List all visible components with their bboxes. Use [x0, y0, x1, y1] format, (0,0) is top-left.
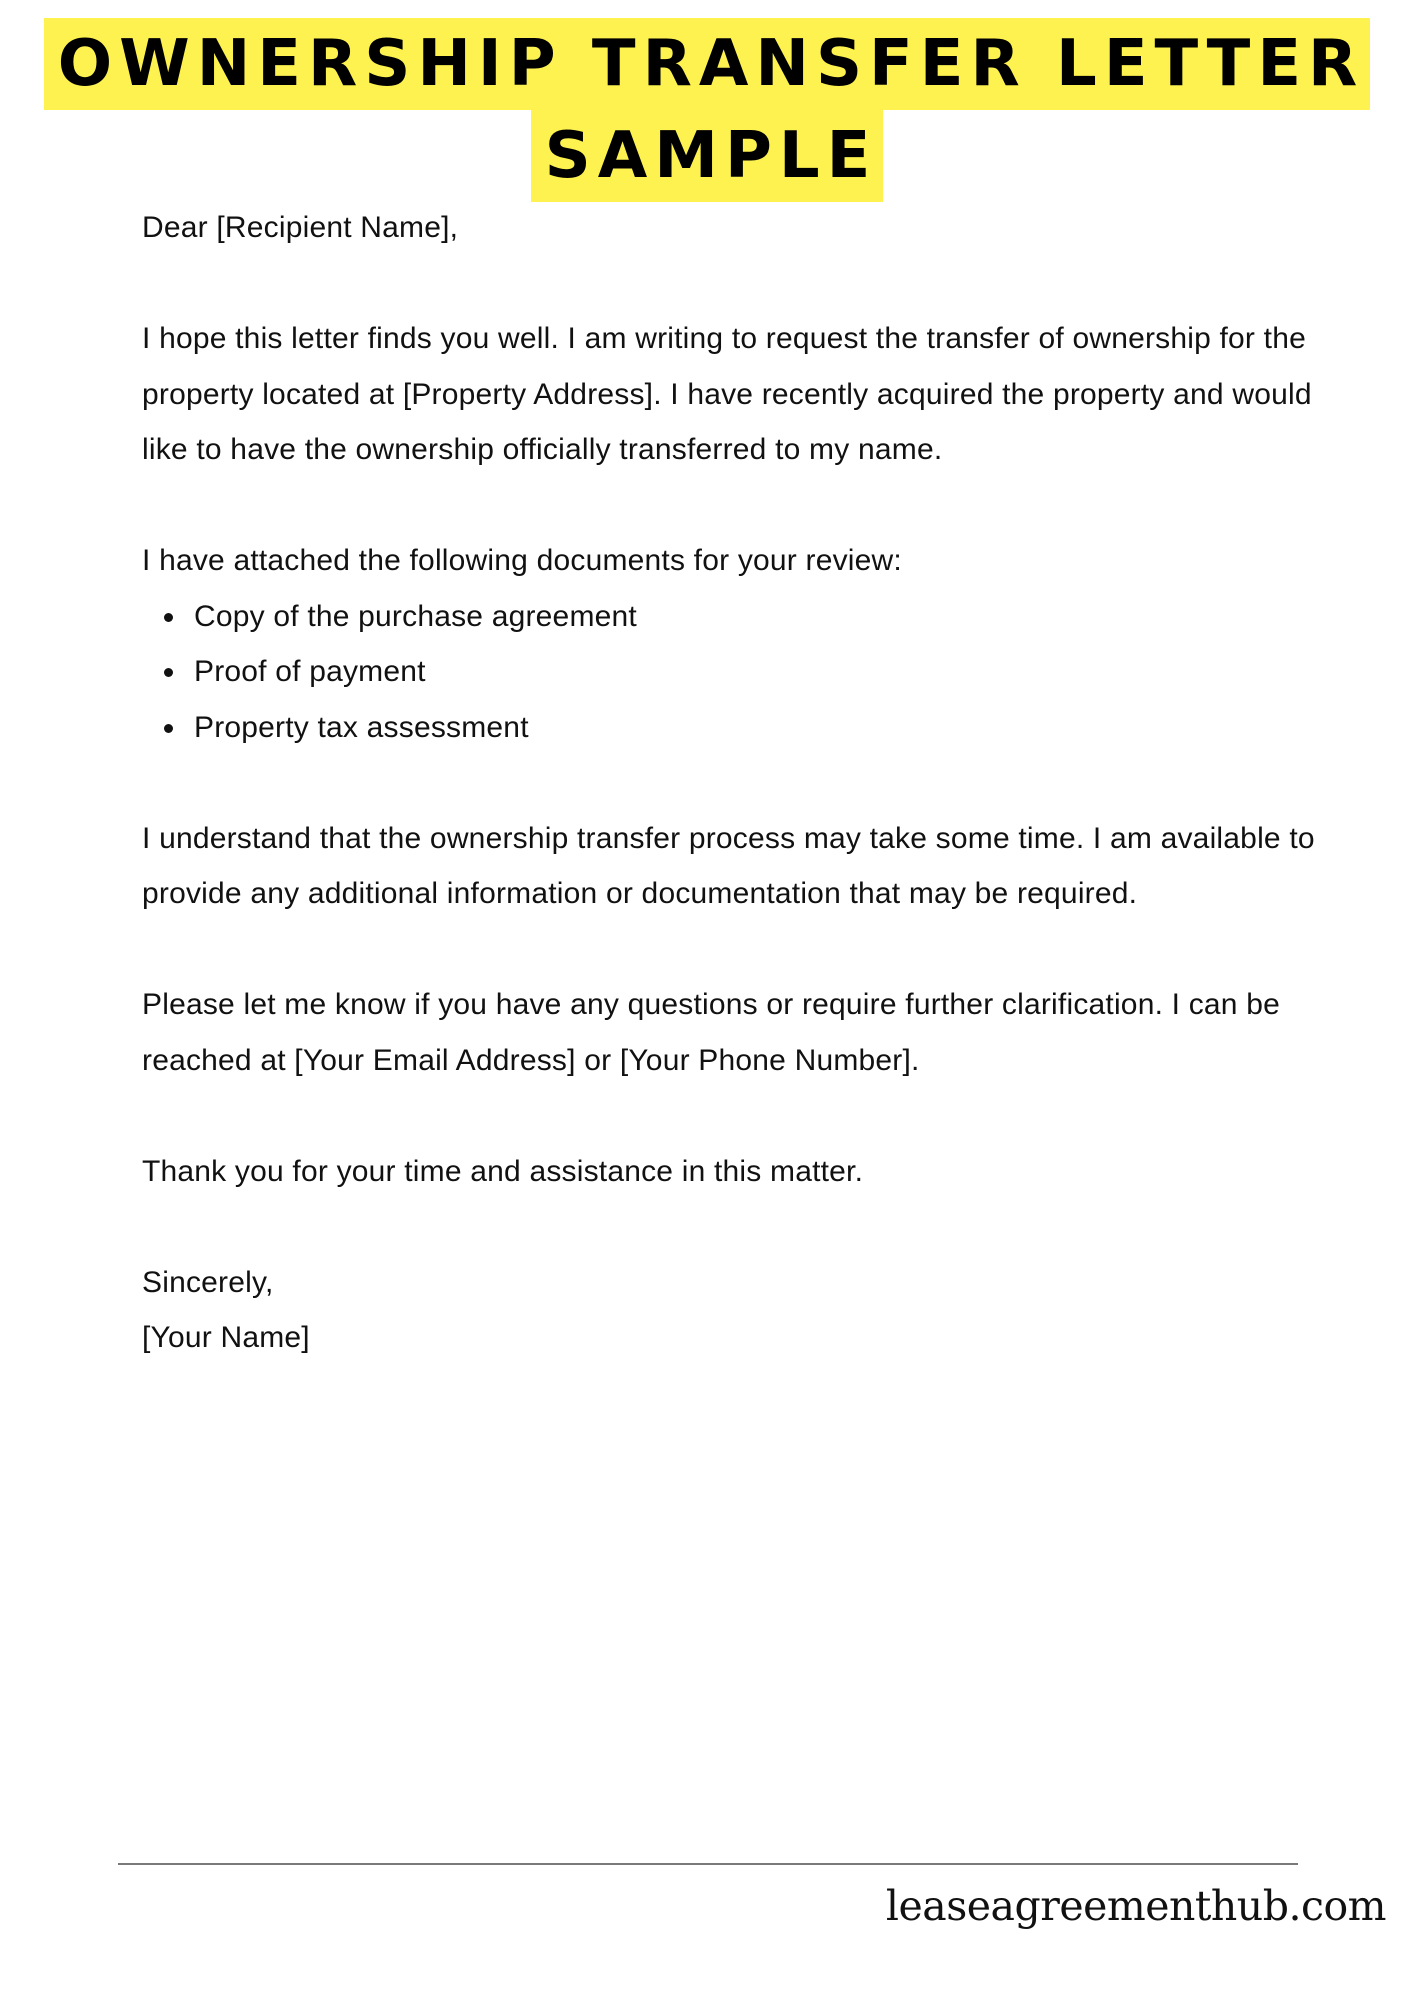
paragraph-request: I hope this letter finds you well. I am writing to request the transfer of ownership for the property located at [Property Address]. I have recently acquired the property and would like to have the ownership officially transferred to my name. [142, 322, 1312, 466]
title-line-1: OWNERSHIP TRANSFER LETTER [44, 18, 1371, 110]
spacer [142, 256, 1322, 312]
salutation: Dear [Recipient Name], [142, 211, 459, 244]
website-footer: leaseagreementhub.com [885, 1882, 1386, 1930]
list-item: Copy of the purchase agreement [194, 589, 1322, 645]
letter-body [142, 200, 1322, 1366]
closing: Sincerely, [142, 1265, 274, 1299]
paragraph-thanks: Thank you for your time and assistance in this matter. [142, 1154, 864, 1188]
spacer [142, 478, 1322, 534]
spacer [142, 1199, 1322, 1255]
spacer [142, 755, 1322, 811]
spacer [142, 1088, 1322, 1144]
list-item: Proof of payment [194, 644, 1322, 700]
signature-name: [Your Name] [142, 1321, 310, 1354]
attachments-intro: I have attached the following documents for your review: [142, 544, 902, 577]
paragraph-process: I understand that the ownership transfer process may take some time. I am available to provide any additional information or documentation that may be required. [142, 821, 1315, 910]
title-line-2: SAMPLE [531, 110, 884, 202]
spacer [142, 922, 1322, 978]
footer-divider [118, 1863, 1298, 1865]
list-item: Property tax assessment [194, 700, 1322, 756]
paragraph-contact: Please let me know if you have any questions or require further clarification. I can be reached at [Your Email Address] or [Your Phone Number]. [142, 988, 1280, 1077]
document-title [0, 18, 1414, 202]
attachments-list [142, 589, 1322, 756]
